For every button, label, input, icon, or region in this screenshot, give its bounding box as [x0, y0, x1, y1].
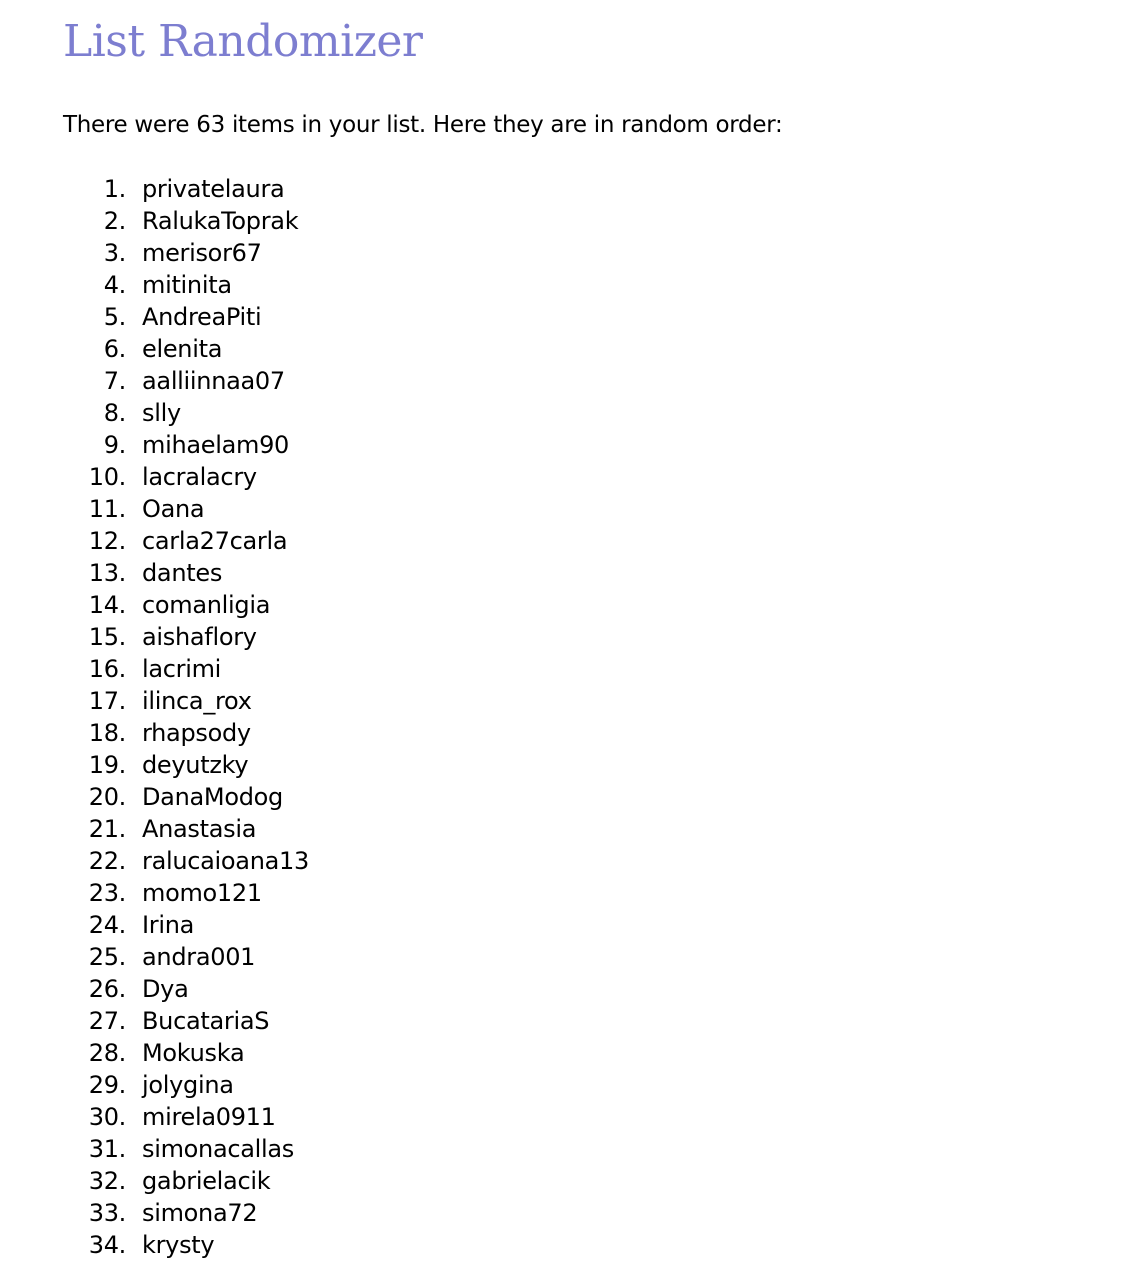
list-item — [63, 653, 309, 685]
list-item-number: 29. — [88, 1071, 126, 1099]
list-item-number: 24. — [88, 911, 126, 939]
list-item-text: simona72 — [142, 1199, 258, 1227]
list-item — [63, 1197, 309, 1229]
list-item-number: 4. — [103, 271, 126, 299]
list-item — [63, 557, 309, 589]
page-content — [63, 0, 1123, 1259]
list-item — [63, 1069, 309, 1101]
list-item-text: mitinita — [142, 271, 232, 299]
list-item-number: 25. — [88, 943, 126, 971]
list-item-text: comanligia — [142, 591, 271, 619]
list-item — [63, 1037, 309, 1069]
list-item-number: 20. — [88, 783, 126, 811]
list-item-text: DanaModog — [142, 783, 283, 811]
list-item-number: 33. — [88, 1199, 126, 1227]
list-item — [63, 269, 309, 301]
list-item-number: 6. — [103, 335, 126, 363]
list-item — [63, 493, 309, 525]
list-item-number: 17. — [88, 687, 126, 715]
list-item — [63, 813, 309, 845]
list-item — [63, 461, 309, 493]
list-item-text: privatelaura — [142, 175, 285, 203]
list-item-text: mirela0911 — [142, 1103, 276, 1131]
list-item-number: 32. — [88, 1167, 126, 1195]
list-item-number: 19. — [88, 751, 126, 779]
list-item — [63, 973, 309, 1005]
list-item — [63, 877, 309, 909]
list-item-text: elenita — [142, 335, 223, 363]
list-item-number: 10. — [88, 463, 126, 491]
list-item-number: 22. — [88, 847, 126, 875]
list-item-text: andra001 — [142, 943, 256, 971]
list-item-text: aishaflory — [142, 623, 257, 651]
list-item-number: 5. — [103, 303, 126, 331]
intro-text: There were 63 items in your list. Here they are in random order: — [63, 112, 783, 138]
list-item — [63, 301, 309, 333]
list-item-text: Anastasia — [142, 815, 257, 843]
list-item — [63, 781, 309, 813]
list-item-number: 9. — [103, 431, 126, 459]
list-item-number: 7. — [103, 367, 126, 395]
list-item-text: Irina — [142, 911, 195, 939]
list-item-text: rhapsody — [142, 719, 251, 747]
list-item-number: 3. — [103, 239, 126, 267]
list-item-number: 28. — [88, 1039, 126, 1067]
list-item — [63, 1005, 309, 1037]
list-item-text: deyutzky — [142, 751, 249, 779]
list-item-number: 34. — [88, 1231, 126, 1259]
randomized-list — [63, 173, 309, 1261]
list-item-text: simonacallas — [142, 1135, 295, 1163]
list-item-text: ilinca_rox — [142, 687, 252, 715]
list-item — [63, 397, 309, 429]
list-item — [63, 1165, 309, 1197]
list-item — [63, 333, 309, 365]
list-item — [63, 1101, 309, 1133]
list-item-text: lacralacry — [142, 463, 257, 491]
list-item-text: Oana — [142, 495, 205, 523]
list-item-number: 21. — [88, 815, 126, 843]
list-item-text: krysty — [142, 1231, 215, 1259]
list-item-text: mihaelam90 — [142, 431, 290, 459]
list-item-text: carla27carla — [142, 527, 288, 555]
list-item — [63, 237, 309, 269]
list-item-number: 1. — [103, 175, 126, 203]
list-item — [63, 589, 309, 621]
list-item-number: 18. — [88, 719, 126, 747]
list-item-number: 30. — [88, 1103, 126, 1131]
list-item-text: dantes — [142, 559, 223, 587]
list-item — [63, 717, 309, 749]
list-item — [63, 1229, 309, 1261]
list-item-text: gabrielacik — [142, 1167, 271, 1195]
list-item-text: slly — [142, 399, 181, 427]
list-item-number: 2. — [103, 207, 126, 235]
list-item — [63, 525, 309, 557]
list-item-number: 26. — [88, 975, 126, 1003]
list-item-text: ralucaioana13 — [142, 847, 309, 875]
list-item-text: lacrimi — [142, 655, 222, 683]
list-item-number: 16. — [88, 655, 126, 683]
list-item — [63, 365, 309, 397]
list-item-text: jolygina — [142, 1071, 234, 1099]
list-item — [63, 429, 309, 461]
list-item — [63, 1133, 309, 1165]
list-item-number: 11. — [88, 495, 126, 523]
list-item-text: AndreaPiti — [142, 303, 262, 331]
list-item-number: 13. — [88, 559, 126, 587]
list-item-text: RalukaToprak — [142, 207, 299, 235]
list-item — [63, 749, 309, 781]
list-item-number: 12. — [88, 527, 126, 555]
page-title: List Randomizer — [63, 16, 423, 67]
list-item-number: 31. — [88, 1135, 126, 1163]
list-item — [63, 909, 309, 941]
list-item-text: momo121 — [142, 879, 262, 907]
list-item — [63, 941, 309, 973]
list-item-text: aalliinnaa07 — [142, 367, 285, 395]
list-item — [63, 173, 309, 205]
list-item-number: 14. — [88, 591, 126, 619]
list-item — [63, 205, 309, 237]
list-item — [63, 685, 309, 717]
list-item-number: 8. — [103, 399, 126, 427]
list-item-text: BucatariaS — [142, 1007, 270, 1035]
list-item-text: merisor67 — [142, 239, 262, 267]
list-item — [63, 621, 309, 653]
list-item-number: 15. — [88, 623, 126, 651]
list-item-number: 27. — [88, 1007, 126, 1035]
list-item-text: Dya — [142, 975, 189, 1003]
list-item-text: Mokuska — [142, 1039, 245, 1067]
list-item — [63, 845, 309, 877]
list-item-number: 23. — [88, 879, 126, 907]
